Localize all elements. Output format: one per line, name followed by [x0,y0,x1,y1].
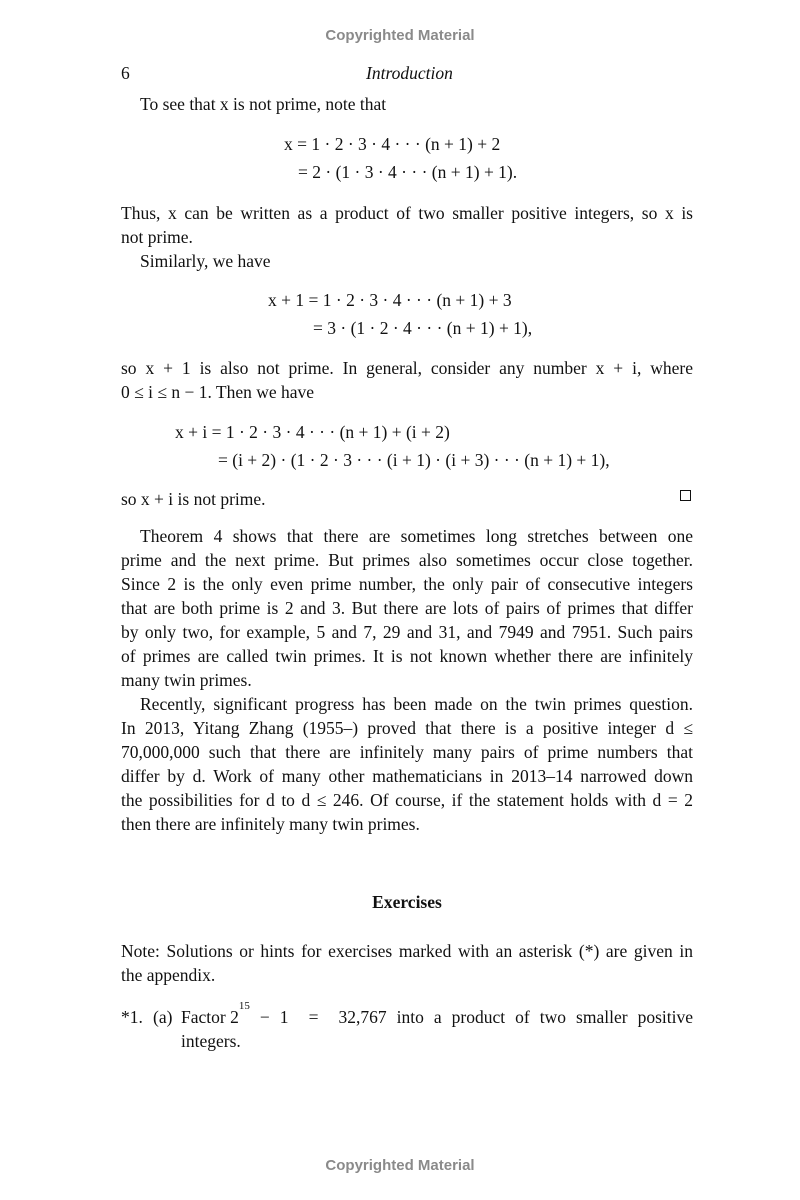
paragraph-line: so x + 1 is also not prime. In general, consider any number x + i, where [121,358,693,378]
watermark-top: Copyrighted Material [325,27,475,44]
exercise-text: − 1 = 32,767 into a product of two smaller positive [249,1007,693,1027]
paragraph-line: so x + i is not prime. [121,489,266,509]
exercise-line: integers. [181,1031,241,1051]
paragraph-line: In 2013, Yitang Zhang (1955–) proved that there is a positive integer d ≤ [121,718,693,738]
paragraph-line: Recently, significant progress has been made on the twin primes question. [140,694,693,714]
paragraph-line: Similarly, we have [140,251,271,271]
paragraph-line: prime and the next prime. But primes also sometimes occur close together. [121,550,693,570]
paragraph-line: the possibilities for d to d ≤ 246. Of course, if the statement holds with d = 2 [121,790,693,810]
page-number: 6 [121,63,130,83]
exercise-line [181,1000,693,1028]
exercise-number: *1. [121,1007,143,1027]
paragraph-line: Thus, x can be written as a product of two smaller positive integers, so x is [121,203,693,223]
equation-line: x + 1 = 1 · 2 · 3 · 4 · · · (n + 1) + 3 [268,290,512,310]
equation-line: = (i + 2) · (1 · 2 · 3 · · · (i + 1) · (i + 3) · · · (n + 1) + 1), [218,450,610,470]
paragraph-line: Since 2 is the only even prime number, the only pair of consecutive integers [121,574,693,594]
paragraph-line: 70,000,000 such that there are infinitely many pairs of prime numbers that [121,742,693,762]
equation-line: = 3 · (1 · 2 · 4 · · · (n + 1) + 1), [313,318,533,338]
watermark-bottom: Copyrighted Material [325,1157,475,1174]
end-of-proof-square-icon [680,490,691,501]
exercise-text: Factor 2 [181,1007,239,1027]
paragraph-line: that are both prime is 2 and 3. But there are lots of pairs of primes that differ [121,598,693,618]
note-line: the appendix. [121,965,216,985]
paragraph-intro: To see that x is not prime, note that [140,94,387,114]
equation-line: = 2 · (1 · 3 · 4 · · · (n + 1) + 1). [298,162,518,182]
paragraph-line: not prime. [121,227,193,247]
paragraph-line: Theorem 4 shows that there are sometimes long stretches between one [140,526,693,546]
exercise-part-label: (a) [153,1007,173,1027]
paragraph-line: by only two, for example, 5 and 7, 29 and 31, and 7949 and 7951. Such pairs [121,622,693,642]
paragraph-line: of primes are called twin primes. It is not known whether there are infinitely [121,646,693,666]
paragraph-line: then there are infinitely many twin primes. [121,814,420,834]
paragraph-line: 0 ≤ i ≤ n − 1. Then we have [121,382,315,402]
equation-line: x + i = 1 · 2 · 3 · 4 · · · (n + 1) + (i + 2) [175,422,450,442]
paragraph-line: differ by d. Work of many other mathematicians in 2013–14 narrowed down [121,766,693,786]
exponent: 15 [238,1000,250,1012]
running-title: Introduction [366,63,453,83]
exercises-heading: Exercises [372,892,442,912]
note-line: Note: Solutions or hints for exercises marked with an asterisk (*) are given in [121,941,693,961]
equation-line: x = 1 · 2 · 3 · 4 · · · (n + 1) + 2 [284,134,501,154]
paragraph-line: many twin primes. [121,670,252,690]
